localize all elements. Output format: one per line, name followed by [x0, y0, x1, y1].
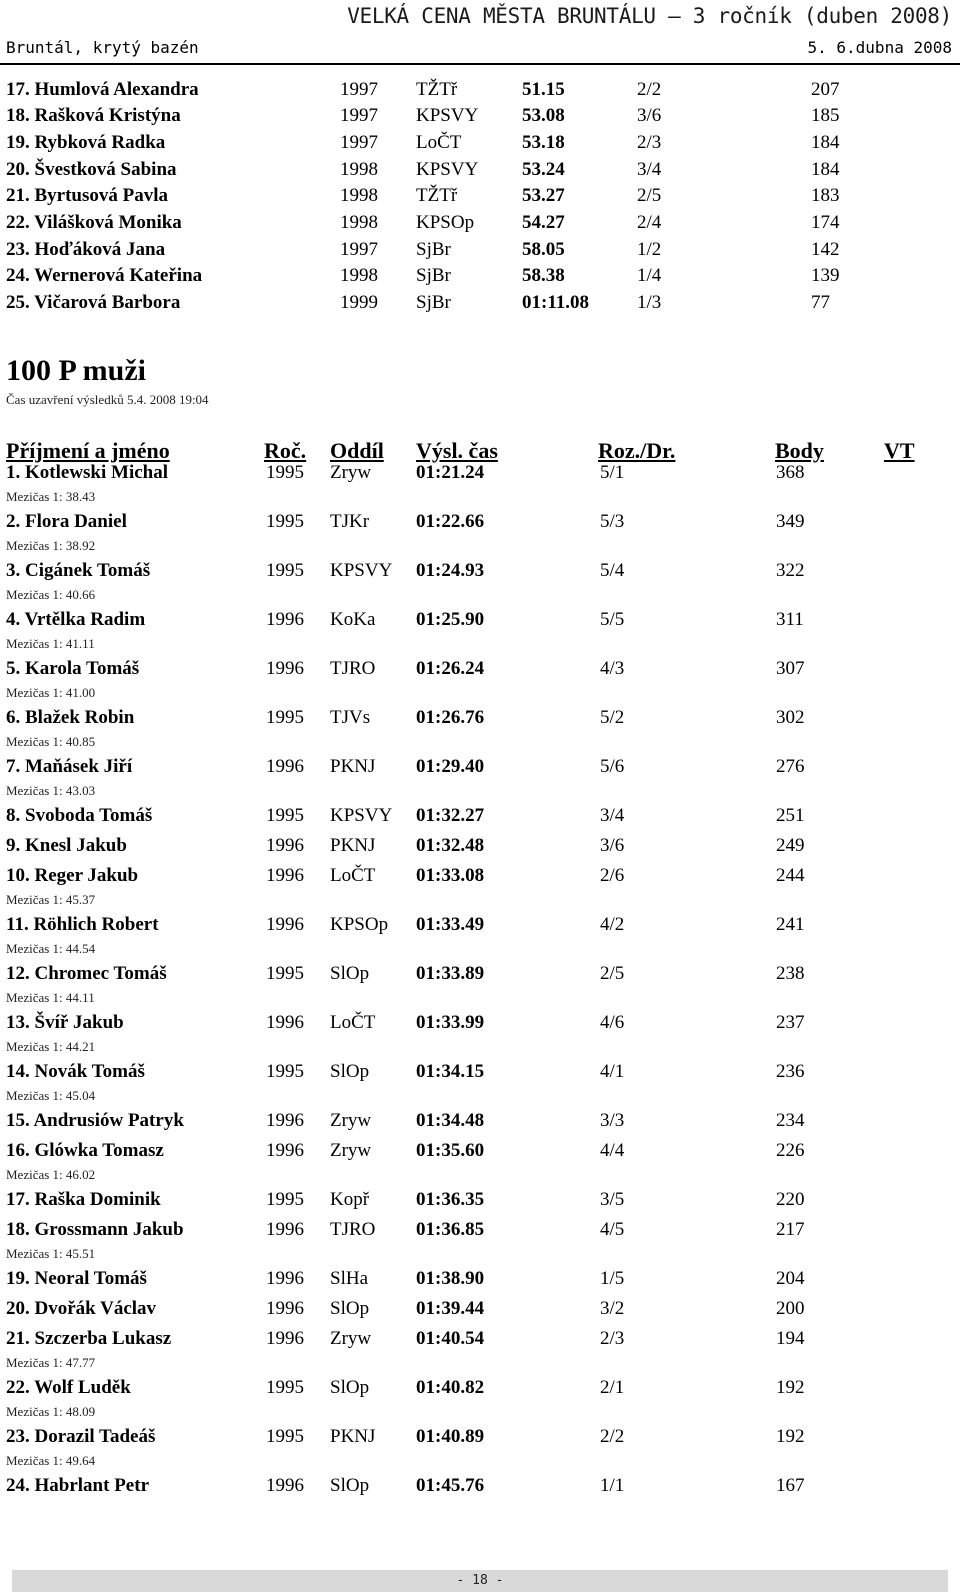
result-row	[0, 510, 960, 534]
points: 302	[776, 707, 805, 728]
club: SlOp	[330, 963, 370, 984]
result-time: 51.15	[522, 79, 565, 100]
swimmer-name: 21. Szczerba Lukasz	[6, 1328, 172, 1349]
result-time: 01:39.44	[416, 1298, 485, 1319]
swimmer-name: 21. Byrtusová Pavla	[6, 185, 169, 206]
result-row	[0, 1425, 960, 1449]
swimmer-name: 17. Raška Dominik	[6, 1189, 161, 1210]
birth-year: 1998	[340, 265, 378, 286]
birth-year: 1996	[266, 658, 304, 679]
club: TŽTř	[416, 185, 458, 206]
result-row	[0, 264, 960, 288]
result-time: 01:11.08	[522, 292, 590, 313]
points: 368	[776, 462, 805, 483]
birth-year: 1997	[340, 132, 378, 153]
split-time: Mezičas 1: 49.64	[6, 1453, 96, 1468]
birth-year: 1995	[266, 1061, 304, 1082]
split-time: Mezičas 1: 40.85	[6, 734, 96, 749]
result-time: 01:29.40	[416, 756, 485, 777]
split-time: Mezičas 1: 45.51	[6, 1246, 96, 1261]
result-time: 01:32.27	[416, 805, 485, 826]
birth-year: 1996	[266, 1475, 304, 1496]
club: TJRO	[330, 658, 376, 679]
swimmer-name: 23. Hoďáková Jana	[6, 239, 166, 260]
result-row	[0, 559, 960, 583]
heat-lane: 2/2	[637, 79, 662, 100]
points: 244	[776, 865, 805, 886]
swimmer-name: 20. Dvořák Václav	[6, 1298, 157, 1319]
birth-year: 1997	[340, 79, 378, 100]
birth-year: 1995	[266, 805, 304, 826]
swimmer-name: 6. Blažek Robin	[6, 707, 135, 728]
points: 217	[776, 1219, 805, 1240]
club: KPSVY	[330, 560, 393, 581]
club: TJRO	[330, 1219, 376, 1240]
result-time: 01:26.24	[416, 658, 485, 679]
swimmer-name: 22. Wolf Luděk	[6, 1377, 131, 1398]
result-row	[0, 461, 960, 485]
split-time: Mezičas 1: 38.43	[6, 489, 96, 504]
swimmer-name: 23. Dorazil Tadeáš	[6, 1426, 156, 1447]
split-time: Mezičas 1: 44.11	[6, 990, 95, 1005]
heat-lane: 3/4	[600, 805, 625, 826]
result-row	[0, 1188, 960, 1212]
result-time: 58.05	[522, 239, 565, 260]
birth-year: 1998	[340, 185, 378, 206]
club: LoČT	[330, 865, 376, 886]
result-row	[0, 1327, 960, 1351]
result-row	[0, 1060, 960, 1084]
split-time: Mezičas 1: 43.03	[6, 783, 96, 798]
col-header-heat: Roz./Dr.	[598, 438, 676, 463]
birth-year: 1995	[266, 1377, 304, 1398]
col-header-result: Výsl. čas	[416, 438, 498, 463]
result-row	[0, 864, 960, 888]
result-time: 01:45.76	[416, 1475, 485, 1496]
result-time: 01:36.85	[416, 1219, 485, 1240]
club: LoČT	[416, 132, 462, 153]
col-header-vt: VT	[884, 438, 915, 463]
points: 220	[776, 1189, 805, 1210]
club: Zryw	[330, 1110, 372, 1131]
birth-year: 1999	[340, 292, 378, 313]
heat-lane: 1/4	[637, 265, 662, 286]
swimmer-name: 22. Vilášková Monika	[6, 212, 182, 233]
result-row	[0, 834, 960, 858]
birth-year: 1996	[266, 756, 304, 777]
club: KoKa	[330, 609, 376, 630]
result-row	[0, 657, 960, 681]
club: KPSVY	[416, 105, 479, 126]
swimmer-name: 9. Knesl Jakub	[6, 835, 127, 856]
club: SlOp	[330, 1061, 370, 1082]
heat-lane: 5/3	[600, 511, 625, 532]
result-time: 01:32.48	[416, 835, 485, 856]
points: 192	[776, 1426, 805, 1447]
split-time: Mezičas 1: 45.04	[6, 1088, 96, 1103]
result-row	[0, 1139, 960, 1163]
result-time: 53.24	[522, 159, 565, 180]
heat-lane: 5/1	[600, 462, 625, 483]
birth-year: 1997	[340, 105, 378, 126]
birth-year: 1996	[266, 609, 304, 630]
result-time: 01:35.60	[416, 1140, 485, 1161]
points: 184	[811, 132, 840, 153]
heat-lane: 3/6	[600, 835, 625, 856]
heat-lane: 1/5	[600, 1268, 625, 1289]
points: 238	[776, 963, 805, 984]
points: 311	[776, 609, 804, 630]
heat-lane: 2/5	[600, 963, 625, 984]
swimmer-name: 18. Grossmann Jakub	[6, 1219, 184, 1240]
split-time: Mezičas 1: 47.77	[6, 1355, 96, 1370]
points: 241	[776, 914, 805, 935]
points: 174	[811, 212, 840, 233]
swimmer-name: 7. Maňásek Jiří	[6, 756, 133, 777]
heat-lane: 1/2	[637, 239, 662, 260]
heat-lane: 1/1	[600, 1475, 625, 1496]
result-time: 53.27	[522, 185, 565, 206]
heat-lane: 5/2	[600, 707, 625, 728]
result-row	[0, 1297, 960, 1321]
club: LoČT	[330, 1012, 376, 1033]
points: 251	[776, 805, 805, 826]
birth-year: 1995	[266, 1189, 304, 1210]
result-row	[0, 104, 960, 128]
result-row	[0, 608, 960, 632]
points: 249	[776, 835, 805, 856]
result-time: 01:36.35	[416, 1189, 485, 1210]
result-row	[0, 211, 960, 235]
heat-lane: 4/2	[600, 914, 625, 935]
club: PKNJ	[330, 835, 376, 856]
points: 167	[776, 1475, 805, 1496]
page-number: - 18 -	[456, 1573, 504, 1588]
club: SlOp	[330, 1475, 370, 1496]
swimmer-name: 13. Švíř Jakub	[6, 1012, 124, 1033]
result-row	[0, 1474, 960, 1498]
result-row	[0, 1011, 960, 1035]
club: PKNJ	[330, 1426, 376, 1447]
result-time: 01:33.99	[416, 1012, 485, 1033]
club: TŽTř	[416, 79, 458, 100]
swimmer-name: 12. Chromec Tomáš	[6, 963, 167, 984]
club: TJVs	[330, 707, 371, 728]
points: 192	[776, 1377, 805, 1398]
result-row	[0, 291, 960, 315]
result-row	[0, 131, 960, 155]
result-time: 54.27	[522, 212, 565, 233]
birth-year: 1996	[266, 914, 304, 935]
result-row	[0, 913, 960, 937]
birth-year: 1995	[266, 1426, 304, 1447]
points: 226	[776, 1140, 805, 1161]
swimmer-name: 1. Kotlewski Michal	[6, 462, 169, 483]
club: SjBr	[416, 265, 451, 286]
birth-year: 1996	[266, 1219, 304, 1240]
swimmer-name: 14. Novák Tomáš	[6, 1061, 145, 1082]
result-row	[0, 804, 960, 828]
birth-year: 1996	[266, 865, 304, 886]
birth-year: 1995	[266, 963, 304, 984]
col-header-name: Příjmení a jméno	[6, 438, 170, 463]
birth-year: 1997	[340, 239, 378, 260]
points: 234	[776, 1110, 805, 1131]
heat-lane: 3/4	[637, 159, 662, 180]
birth-year: 1996	[266, 1012, 304, 1033]
split-time: Mezičas 1: 38.92	[6, 538, 96, 553]
heat-lane: 3/6	[637, 105, 662, 126]
points: 204	[776, 1268, 805, 1289]
result-time: 01:33.89	[416, 963, 485, 984]
swimmer-name: 20. Švestková Sabina	[6, 159, 177, 180]
club: Zryw	[330, 1328, 372, 1349]
swimmer-name: 4. Vrtělka Radim	[6, 609, 146, 630]
birth-year: 1998	[340, 159, 378, 180]
swimmer-name: 8. Svoboda Tomáš	[6, 805, 153, 826]
birth-year: 1996	[266, 1110, 304, 1131]
club: Zryw	[330, 1140, 372, 1161]
heat-lane: 2/1	[600, 1377, 625, 1398]
club: KPSOp	[416, 212, 475, 233]
points: 276	[776, 756, 805, 777]
heat-lane: 1/3	[637, 292, 662, 313]
club: SlHa	[330, 1268, 368, 1289]
club: KPSVY	[416, 159, 479, 180]
birth-year: 1995	[266, 707, 304, 728]
result-time: 53.18	[522, 132, 565, 153]
points: 307	[776, 658, 805, 679]
result-time: 01:40.89	[416, 1426, 485, 1447]
header-divider	[0, 63, 960, 65]
points: 142	[811, 239, 840, 260]
swimmer-name: 5. Karola Tomáš	[6, 658, 140, 679]
club: SlOp	[330, 1377, 370, 1398]
swimmer-name: 3. Cigánek Tomáš	[6, 560, 151, 581]
competition-title: VELKÁ CENA MĚSTA BRUNTÁLU – 3 ročník (duben 2008)	[347, 4, 952, 28]
result-row	[0, 1109, 960, 1133]
heat-lane: 2/6	[600, 865, 625, 886]
swimmer-name: 10. Reger Jakub	[6, 865, 139, 886]
swimmer-name: 25. Vičarová Barbora	[6, 292, 181, 313]
club: PKNJ	[330, 756, 376, 777]
points: 185	[811, 105, 840, 126]
swimmer-name: 16. Glówka Tomasz	[6, 1140, 164, 1161]
result-row	[0, 755, 960, 779]
result-row	[0, 184, 960, 208]
club: KPSOp	[330, 914, 389, 935]
birth-year: 1996	[266, 1328, 304, 1349]
heat-lane: 2/3	[600, 1328, 625, 1349]
results-closing-time: Čas uzavření výsledků 5.4. 2008 19:04	[6, 392, 209, 407]
col-header-year: Roč.	[264, 438, 307, 463]
swimmer-name: 17. Humlová Alexandra	[6, 79, 199, 100]
points: 184	[811, 159, 840, 180]
heat-lane: 3/5	[600, 1189, 625, 1210]
birth-year: 1995	[266, 511, 304, 532]
split-time: Mezičas 1: 46.02	[6, 1167, 96, 1182]
page-header	[0, 0, 960, 64]
result-time: 01:33.08	[416, 865, 485, 886]
result-row	[0, 78, 960, 102]
result-row	[0, 1218, 960, 1242]
result-row	[0, 1376, 960, 1400]
heat-lane: 3/2	[600, 1298, 625, 1319]
points: 194	[776, 1328, 805, 1349]
heat-lane: 5/6	[600, 756, 625, 777]
birth-year: 1995	[266, 462, 304, 483]
birth-year: 1996	[266, 1268, 304, 1289]
club: TJKr	[330, 511, 370, 532]
event-title: 100 P muži	[6, 354, 146, 387]
birth-year: 1995	[266, 560, 304, 581]
swimmer-name: 2. Flora Daniel	[6, 511, 127, 532]
points: 236	[776, 1061, 805, 1082]
swimmer-name: 24. Habrlant Petr	[6, 1475, 150, 1496]
points: 322	[776, 560, 805, 581]
points: 237	[776, 1012, 805, 1033]
result-row	[0, 1267, 960, 1291]
swimmer-name: 11. Röhlich Robert	[6, 914, 159, 935]
heat-lane: 2/3	[637, 132, 662, 153]
result-time: 01:21.24	[416, 462, 485, 483]
venue: Bruntál, krytý bazén	[6, 38, 199, 57]
points: 349	[776, 511, 805, 532]
heat-lane: 5/5	[600, 609, 625, 630]
result-row	[0, 962, 960, 986]
split-time: Mezičas 1: 40.66	[6, 587, 96, 602]
result-time: 01:22.66	[416, 511, 485, 532]
club: SlOp	[330, 1298, 370, 1319]
result-time: 53.08	[522, 105, 565, 126]
birth-year: 1998	[340, 212, 378, 233]
birth-year: 1996	[266, 1298, 304, 1319]
result-time: 01:25.90	[416, 609, 485, 630]
result-time: 01:34.48	[416, 1110, 485, 1131]
result-time: 01:40.54	[416, 1328, 485, 1349]
result-row	[0, 238, 960, 262]
swimmer-name: 19. Neoral Tomáš	[6, 1268, 147, 1289]
result-time: 01:33.49	[416, 914, 485, 935]
result-time: 01:38.90	[416, 1268, 485, 1289]
heat-lane: 4/1	[600, 1061, 625, 1082]
result-time: 01:24.93	[416, 560, 485, 581]
split-time: Mezičas 1: 41.11	[6, 636, 95, 651]
heat-lane: 2/4	[637, 212, 662, 233]
heat-lane: 2/2	[600, 1426, 625, 1447]
heat-lane: 5/4	[600, 560, 625, 581]
points: 77	[811, 292, 830, 313]
swimmer-name: 19. Rybková Radka	[6, 132, 166, 153]
event-dates: 5. 6.dubna 2008	[807, 38, 952, 57]
club: Zryw	[330, 462, 372, 483]
result-time: 01:26.76	[416, 707, 485, 728]
swimmer-name: 15. Andrusiów Patryk	[6, 1110, 184, 1131]
result-time: 01:34.15	[416, 1061, 485, 1082]
points: 183	[811, 185, 840, 206]
split-time: Mezičas 1: 45.37	[6, 892, 96, 907]
col-header-club: Oddíl	[330, 438, 384, 463]
birth-year: 1996	[266, 835, 304, 856]
heat-lane: 4/4	[600, 1140, 625, 1161]
points: 207	[811, 79, 840, 100]
club: KPSVY	[330, 805, 393, 826]
heat-lane: 4/6	[600, 1012, 625, 1033]
result-time: 01:40.82	[416, 1377, 485, 1398]
result-time: 58.38	[522, 265, 565, 286]
points: 200	[776, 1298, 805, 1319]
swimmer-name: 24. Wernerová Kateřina	[6, 265, 203, 286]
club: SjBr	[416, 239, 451, 260]
split-time: Mezičas 1: 41.00	[6, 685, 96, 700]
club: SjBr	[416, 292, 451, 313]
swimmer-name: 18. Rašková Kristýna	[6, 105, 181, 126]
heat-lane: 4/5	[600, 1219, 625, 1240]
heat-lane: 2/5	[637, 185, 662, 206]
split-time: Mezičas 1: 48.09	[6, 1404, 96, 1419]
points: 139	[811, 265, 840, 286]
heat-lane: 4/3	[600, 658, 625, 679]
club: Kopř	[330, 1189, 370, 1210]
heat-lane: 3/3	[600, 1110, 625, 1131]
result-row	[0, 706, 960, 730]
split-time: Mezičas 1: 44.21	[6, 1039, 96, 1054]
birth-year: 1996	[266, 1140, 304, 1161]
split-time: Mezičas 1: 44.54	[6, 941, 96, 956]
col-header-points: Body	[775, 438, 824, 463]
result-row	[0, 158, 960, 182]
